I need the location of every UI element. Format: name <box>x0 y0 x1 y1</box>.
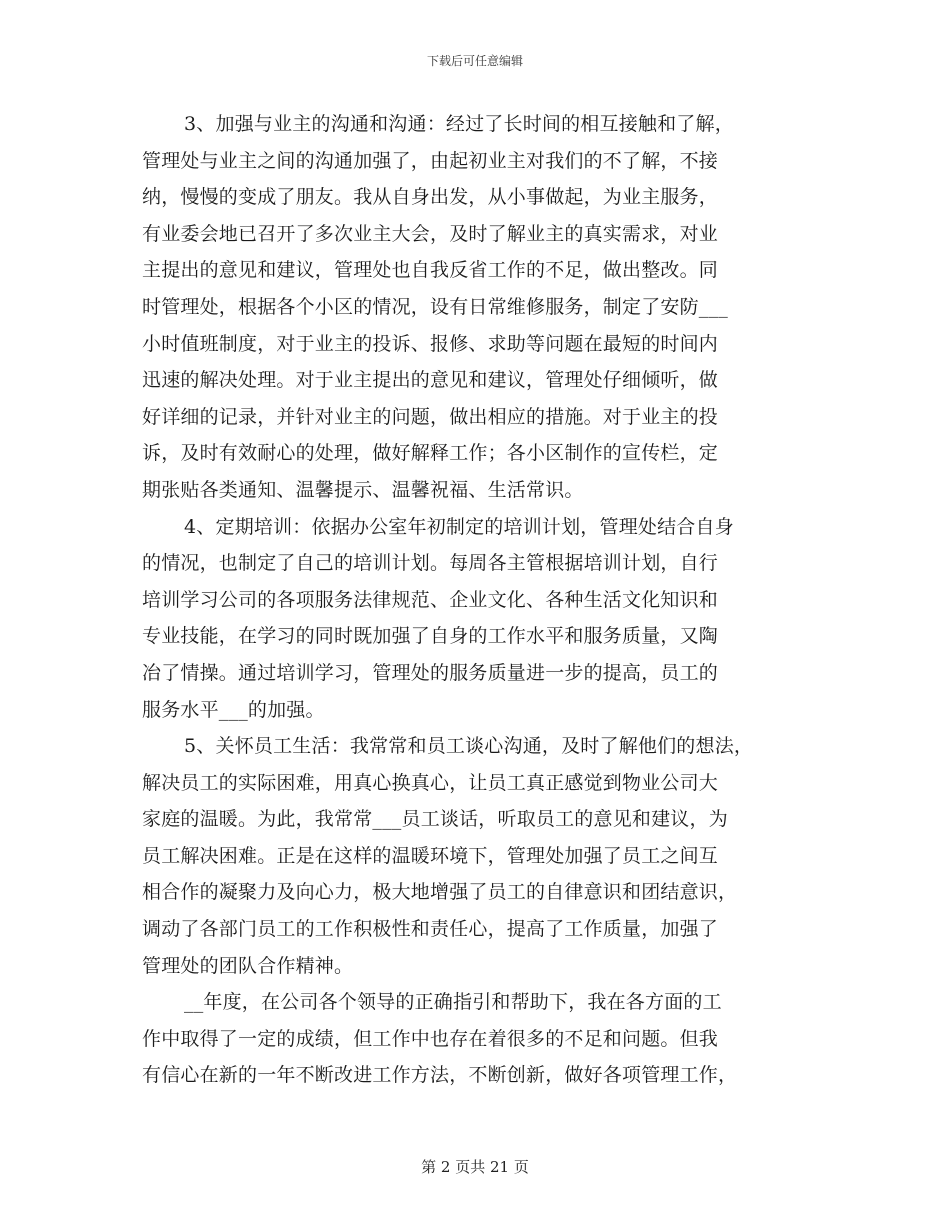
text-line: 有信心在新的一年不断改进工作方法，不断创新，做好各项管理工作， <box>142 1064 738 1087</box>
text-line: 主提出的意见和建议，管理处也自我反省工作的不足，做出整改。同 <box>142 259 719 282</box>
text-line: 冶了情操。通过培训学习，管理处的服务质量进一步的提高，员工的 <box>142 661 719 684</box>
text-line: 5、关怀员工生活：我常常和员工谈心沟通，及时了解他们的想法， <box>184 735 754 758</box>
text-line: 诉，及时有效耐心的处理，做好解释工作；各小区制作的宣传栏，定 <box>142 442 719 465</box>
text-line: 好详细的记录，并针对业主的问题，做出相应的措施。对于业主的投 <box>142 405 719 428</box>
text-line: 时管理处，根据各个小区的情况，设有日常维修服务，制定了安防___ <box>142 295 728 318</box>
text-line: 迅速的解决处理。对于业主提出的意见和建议，管理处仔细倾听，做 <box>142 369 719 392</box>
text-line: 3、加强与业主的沟通和沟通：经过了长时间的相互接触和了解， <box>184 113 734 135</box>
text-line: 有业委会地已召开了多次业主大会，及时了解业主的真实需求，对业 <box>142 222 719 245</box>
text-line: 员工解决困难。正是在这样的温暖环境下，管理处加强了员工之间互 <box>142 844 719 867</box>
text-line: 作中取得了一定的成绩，但工作中也存在着很多的不足和问题。但我 <box>142 1027 719 1050</box>
text-line: 服务水平___的加强。 <box>142 698 325 721</box>
text-line: 培训学习公司的各项服务法律规范、企业文化、各种生活文化知识和 <box>142 588 719 611</box>
text-line: 纳，慢慢的变成了朋友。我从自身出发，从小事做起，为业主服务， <box>142 186 719 209</box>
text-line: 家庭的温暖。为此，我常常___员工谈话，听取员工的意见和建议，为 <box>142 808 728 831</box>
text-line: 的情况，也制定了自己的培训计划。每周各主管根据培训计划，自行 <box>142 552 719 575</box>
text-line: 调动了各部门员工的工作积极性和责任心，提高了工作质量，加强了 <box>142 918 719 941</box>
page-footer: 第 2 页共 21 页 <box>421 1158 529 1176</box>
text-line: 相合作的凝聚力及向心力，极大地增强了员工的自律意识和团结意识， <box>142 881 738 904</box>
page-header: 下载后可任意编辑 <box>426 54 523 68</box>
text-line: 小时值班制度，对于业主的投诉、报修、求助等问题在最短的时间内 <box>142 332 719 355</box>
text-line: 4、定期培训：依据办公室年初制定的培训计划，管理处结合自身 <box>184 515 734 538</box>
text-line: 管理处与业主之间的沟通加强了，由起初业主对我们的不了解，不接 <box>142 149 719 172</box>
text-line: 解决员工的实际困难，用真心换真心，让员工真正感觉到物业公司大 <box>142 771 719 794</box>
text-line: 管理处的团队合作精神。 <box>142 954 354 977</box>
text-line: 期张贴各类通知、温馨提示、温馨祝福、生活常识。 <box>142 478 584 501</box>
body-text <box>142 106 812 1094</box>
text-line: 专业技能，在学习的同时既加强了自身的工作水平和服务质量，又陶 <box>142 625 719 648</box>
text-line: __年度，在公司各个领导的正确指引和帮助下，我在各方面的工 <box>184 991 722 1014</box>
